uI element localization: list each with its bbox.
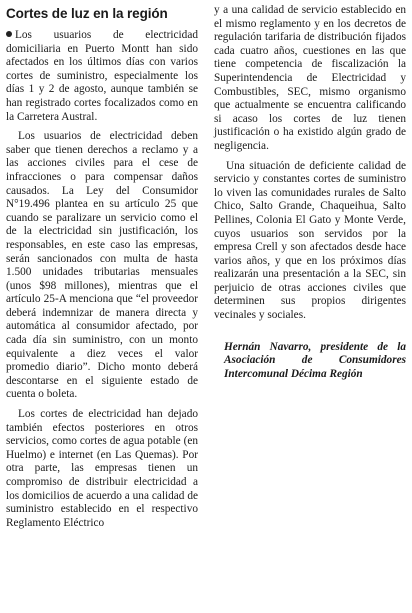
paragraph-1 xyxy=(6,29,198,124)
left-column xyxy=(6,0,198,536)
letter-title: Cortes de luz en la región xyxy=(6,6,168,21)
paragraph-4: Una situación de deficiente calidad de servicio y constantes cortes de suministro lo viven las comunidades rurales de Salto Chico, Salto Grande, Chaqueihua, Salto Pellines, Colonia El Gato y Monte Verde, cuyos usuarios son servidos por la empresa Crell y son afectados desde hace varios años, y que en los próximos días realizarán una presentación a la SEC, sin perjuicio de otras acciones civiles que determinen sus propios dirigentes vecinales y sociales. xyxy=(214,159,406,322)
paragraph-1-text: Los usuarios de electricidad domiciliaria en Puerto Montt han sido afectados en los últimos días con varios cortes de suministro, especialmente los días 1 y 2 de agosto, aunque también se han registrado cortes focalizados como en la Carretera Austral. xyxy=(6,29,198,123)
right-column xyxy=(214,4,406,381)
paragraph-2: Los usuarios de electricidad deben saber que tienen derechos a reclamo y a las acciones civiles para el cese de infracciones o para compensar daños causados. La Ley del Consumidor N°19.496 plantea en su artículo 25 que cuando se paralizare un servicio como el de la electricidad sin justificación, los responsables, en este caso las empresas, serán sancionados con multa de hasta 1.500 unidades tributarias mensuales (unos $98 millones), mientras que el artículo 25-A menciona que “el proveedor deberá indemnizar de manera directa y automática al consumidor afectado, por cada día sin suministro, con un monto equivalente a diez veces el valor promedio diario”. Dicho monto deberá descontarse en el siguiente estado de cuenta o boleta. xyxy=(6,130,198,401)
paragraph-3: Los cortes de electricidad han dejado también efectos posteriores en otros servicios, como cortes de agua potable (en Huelmo) e internet (en Las Quemas). Por otra parte, las empresas tienen un compromiso de distribuir electricidad a los domicilios de acuerdo a una calidad de suministro establecido en el respectivo Reglamento Eléctrico xyxy=(6,408,198,529)
paragraph-3-continued: y a una calidad de servicio establecido en el mismo reglamento y en los decretos de regulación tarifaria de distribución fijados cada cuatro años, cuestiones en las que tiene competencia de fiscalización la Superintendencia de Electricidad y Combustibles, SEC, mismo organismo que actualmente se encuentra calificando si acaso los cortes de luz tienen justificación o ha existido algún grado de negligencia. xyxy=(214,4,406,152)
signature: Hernán Navarro, presidente de la Asociación de Consumidores Intercomunal Décima Región xyxy=(224,340,406,380)
bullet-icon xyxy=(6,31,12,37)
